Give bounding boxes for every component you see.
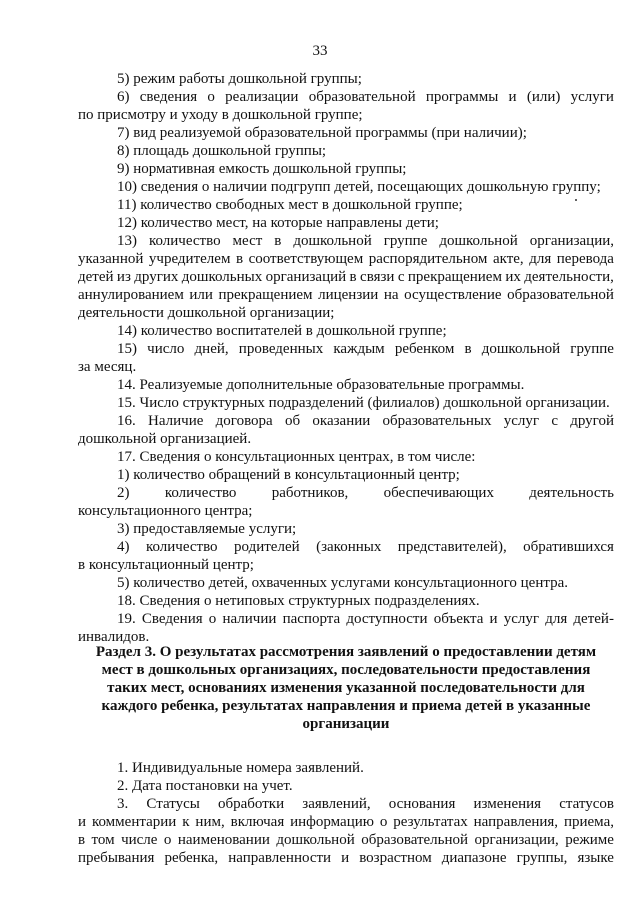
word: группе bbox=[570, 341, 614, 357]
word: наименовании bbox=[177, 832, 270, 848]
word: о bbox=[208, 611, 217, 627]
word: дошкольной bbox=[481, 341, 561, 357]
word: изменения bbox=[473, 796, 542, 812]
word: языке bbox=[577, 850, 614, 866]
word: ребенка, bbox=[164, 850, 219, 866]
word: количество bbox=[148, 233, 221, 249]
word: ребенком bbox=[394, 341, 455, 357]
word: образовательной bbox=[308, 89, 416, 105]
word: и bbox=[341, 850, 350, 866]
word: перевода bbox=[556, 251, 614, 267]
word: информацию bbox=[290, 814, 374, 830]
list-a-line: деятельности дошкольной организации; bbox=[78, 305, 335, 321]
list-b-line bbox=[78, 831, 614, 849]
word: образовательной bbox=[507, 287, 614, 303]
word: связи bbox=[360, 269, 395, 285]
list-a-line bbox=[117, 412, 614, 430]
word: или bbox=[189, 287, 213, 303]
list-a-line bbox=[117, 232, 614, 250]
word: возрастном bbox=[359, 850, 432, 866]
word: указанной bbox=[78, 251, 144, 267]
word: для bbox=[529, 251, 552, 267]
word: 13) bbox=[117, 233, 137, 249]
word: их bbox=[505, 269, 521, 285]
list-a-line: консультационного центра; bbox=[78, 503, 253, 519]
word: с bbox=[551, 413, 558, 429]
stray-dot bbox=[575, 199, 577, 201]
word: реализации bbox=[225, 89, 299, 105]
word: проведенных bbox=[238, 341, 324, 357]
word: лицензии bbox=[318, 287, 379, 303]
word: группы, bbox=[516, 850, 568, 866]
word: учредителем bbox=[148, 251, 231, 267]
word: программы bbox=[425, 89, 499, 105]
word: доступности bbox=[346, 611, 428, 627]
word: количество bbox=[145, 539, 218, 555]
list-a-line: 7) вид реализуемой образовательной программы (при наличии); bbox=[117, 125, 527, 141]
word: 3. bbox=[117, 796, 129, 812]
list-a-line: 10) сведения о наличии подгрупп детей, посещающих дошкольную группу; bbox=[117, 179, 601, 195]
list-a-line bbox=[78, 286, 614, 304]
word: оказании bbox=[312, 413, 371, 429]
section-heading-line: таких мест, основаниях изменения указанной последовательности для bbox=[107, 680, 585, 696]
word: услуг bbox=[503, 413, 540, 429]
word: организации, bbox=[529, 233, 614, 249]
word: аннулированием bbox=[78, 287, 184, 303]
word: к bbox=[182, 814, 190, 830]
word: о bbox=[163, 832, 172, 848]
word: включая bbox=[230, 814, 285, 830]
section-heading-line: организации bbox=[302, 716, 390, 732]
word: для bbox=[545, 611, 568, 627]
word: прекращением bbox=[218, 287, 313, 303]
word: распорядительном bbox=[368, 251, 488, 267]
word: обеспечивающих bbox=[383, 485, 494, 501]
word: деятельность bbox=[529, 485, 614, 501]
list-b-line: 2. Дата постановки на учет. bbox=[117, 778, 293, 794]
list-a-line bbox=[117, 88, 614, 106]
word: 15) bbox=[117, 341, 137, 357]
word: образовательных bbox=[382, 413, 492, 429]
word: организаций bbox=[265, 269, 347, 285]
word: (законных bbox=[316, 539, 382, 555]
word: с bbox=[397, 269, 405, 285]
list-a-line bbox=[117, 538, 614, 556]
word: в bbox=[349, 269, 357, 285]
list-a-line: 3) предоставляемые услуги; bbox=[117, 521, 297, 537]
list-a-line: 9) нормативная емкость дошкольной группы; bbox=[117, 161, 407, 177]
word: в bbox=[464, 341, 472, 357]
word: числе bbox=[121, 832, 158, 848]
word: организации, bbox=[474, 832, 559, 848]
word: направленности bbox=[228, 850, 332, 866]
word: дошкольной bbox=[276, 832, 355, 848]
word: обратившихся bbox=[523, 539, 614, 555]
list-a-line: 11) количество свободных мест в дошкольной группе; bbox=[117, 197, 463, 213]
page-number: 33 bbox=[312, 43, 328, 59]
word: в bbox=[78, 832, 86, 848]
list-a-line: 1) количество обращений в консультационный центр; bbox=[117, 467, 460, 483]
word: основания bbox=[388, 796, 456, 812]
list-a-line: 5) режим работы дошкольной группы; bbox=[117, 71, 362, 87]
word: деятельности, bbox=[524, 269, 614, 285]
word: и bbox=[489, 611, 498, 627]
word: (или) bbox=[526, 89, 561, 105]
word: 2) bbox=[117, 485, 130, 501]
word: комментарии bbox=[91, 814, 177, 830]
list-a-line: в консультационный центр; bbox=[78, 557, 254, 573]
word: договора bbox=[215, 413, 273, 429]
list-b-line bbox=[78, 813, 614, 831]
word: Наличие bbox=[148, 413, 204, 429]
word: 19. bbox=[117, 611, 136, 627]
word: услуги bbox=[570, 89, 614, 105]
section-heading-line: каждого ребенка, результатах направления и приема детей в указанные bbox=[101, 698, 591, 714]
word: дошкольной bbox=[293, 233, 372, 249]
list-a-line: за месяц. bbox=[78, 359, 137, 375]
word: другой bbox=[570, 413, 614, 429]
word: об bbox=[284, 413, 301, 429]
list-a-line bbox=[117, 340, 614, 358]
word: статусов bbox=[559, 796, 614, 812]
list-a-line: 14) количество воспитателей в дошкольной группе; bbox=[117, 323, 447, 339]
word: том bbox=[91, 832, 115, 848]
list-a-line: инвалидов. bbox=[78, 629, 150, 645]
word: приема, bbox=[563, 814, 614, 830]
word: в bbox=[274, 233, 282, 249]
list-a-line bbox=[117, 610, 614, 628]
word: родителей bbox=[234, 539, 300, 555]
word: и bbox=[78, 814, 87, 830]
word: результатах bbox=[393, 814, 468, 830]
word: представителей), bbox=[397, 539, 507, 555]
word: из bbox=[116, 269, 131, 285]
word: других bbox=[134, 269, 179, 285]
word: детей bbox=[78, 269, 114, 285]
list-a-line: 17. Сведения о консультационных центрах, в том числе: bbox=[117, 449, 476, 465]
word: акте, bbox=[492, 251, 524, 267]
section-heading-line: мест в дошкольных организациях, последовательности предоставления bbox=[101, 662, 591, 678]
word: сведения bbox=[139, 89, 198, 105]
word: о bbox=[379, 814, 388, 830]
word: каждым bbox=[333, 341, 385, 357]
word: Сведения bbox=[141, 611, 203, 627]
list-a-line: 15. Число структурных подразделений (филиалов) дошкольной организации. bbox=[117, 395, 610, 411]
word: дошкольной bbox=[439, 233, 518, 249]
word: направления, bbox=[473, 814, 559, 830]
word: объекта bbox=[433, 611, 484, 627]
word: наличии bbox=[222, 611, 277, 627]
list-a-line: 18. Сведения о нетиповых структурных подразделениях. bbox=[117, 593, 480, 609]
list-a-line: 8) площадь дошкольной группы; bbox=[117, 143, 327, 159]
word: и bbox=[508, 89, 517, 105]
list-a-line bbox=[78, 268, 614, 286]
word: диапазоне bbox=[441, 850, 507, 866]
word: Статусы bbox=[146, 796, 200, 812]
word: мест bbox=[232, 233, 263, 249]
word: о bbox=[207, 89, 215, 105]
word: количество bbox=[164, 485, 237, 501]
list-a-line bbox=[117, 484, 614, 502]
word: осуществление bbox=[404, 287, 502, 303]
word: паспорта bbox=[282, 611, 341, 627]
word: дошкольных bbox=[181, 269, 263, 285]
word: дней, bbox=[194, 341, 229, 357]
word: режиме bbox=[565, 832, 614, 848]
list-b-line bbox=[117, 795, 614, 813]
list-a-line: 14. Реализуемые дополнительные образовательные программы. bbox=[117, 377, 525, 393]
word: услуг bbox=[503, 611, 540, 627]
list-a-line: дошкольной организацией. bbox=[78, 431, 252, 447]
word: детей- bbox=[573, 611, 614, 627]
list-a-line: 12) количество мест, на которые направлены дети; bbox=[117, 215, 439, 231]
list-a-line bbox=[78, 250, 614, 268]
word: прекращением bbox=[407, 269, 502, 285]
word: пребывания bbox=[78, 850, 155, 866]
word: 16. bbox=[117, 413, 136, 429]
word: соответствующем bbox=[248, 251, 364, 267]
word: ним, bbox=[195, 814, 225, 830]
word: образовательной bbox=[361, 832, 469, 848]
word: 6) bbox=[117, 89, 130, 105]
list-b-line bbox=[78, 849, 614, 867]
section-heading-line: Раздел 3. О результатах рассмотрения заявлений о предоставлении детям bbox=[95, 644, 597, 660]
word: работников, bbox=[271, 485, 349, 501]
list-a-line: 5) количество детей, охваченных услугами консультационного центра. bbox=[117, 575, 569, 591]
word: 4) bbox=[117, 539, 130, 555]
word: группе bbox=[383, 233, 428, 249]
word: в bbox=[235, 251, 244, 267]
list-a-line: по присмотру и уходу в дошкольной группе; bbox=[78, 107, 363, 123]
word: число bbox=[147, 341, 185, 357]
word: заявлений, bbox=[302, 796, 371, 812]
word: на bbox=[383, 287, 399, 303]
word: обработки bbox=[218, 796, 285, 812]
list-b-line: 1. Индивидуальные номера заявлений. bbox=[117, 760, 364, 776]
